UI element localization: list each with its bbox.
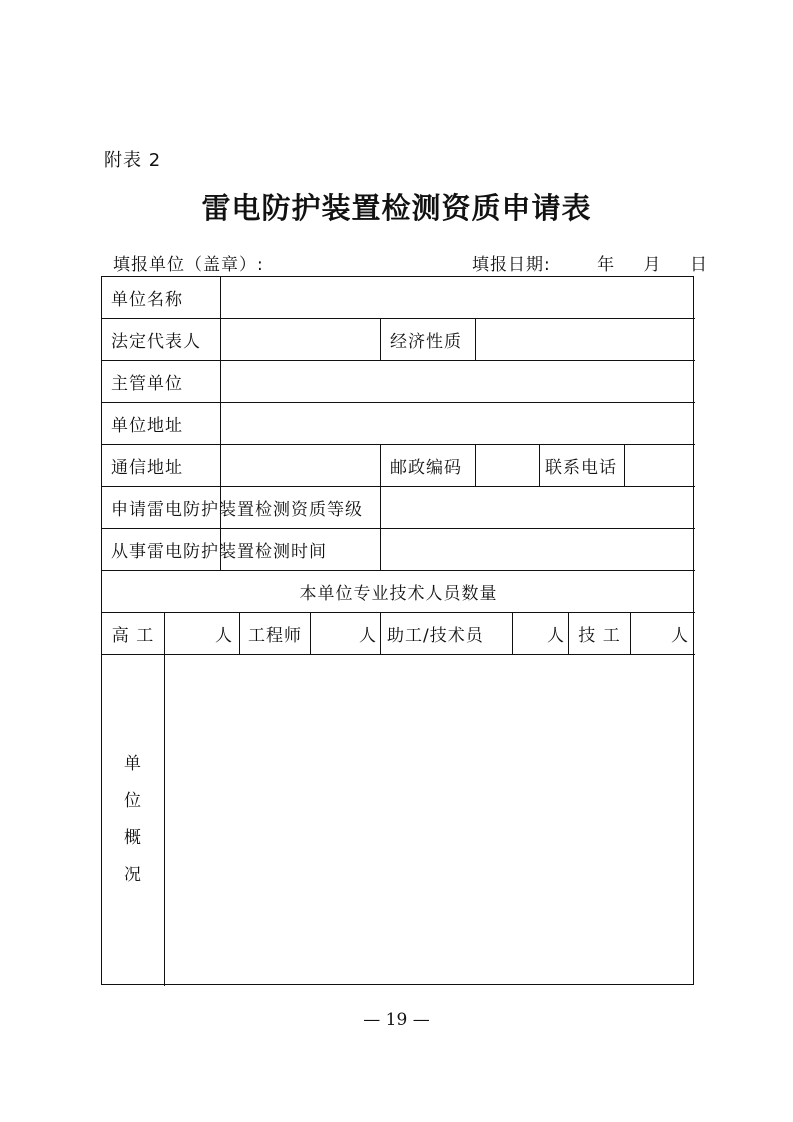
economic-nature-field[interactable] (476, 319, 695, 360)
senior-engineer-label: 高 工 (111, 626, 155, 646)
postcode-label: 邮政编码 (390, 458, 462, 478)
person-unit: 人 (215, 626, 233, 646)
qualification-grade-label: 申请雷电防护装置检测资质等级 (111, 500, 363, 520)
qualification-grade-field[interactable] (381, 487, 695, 528)
phone-field[interactable] (625, 445, 695, 486)
mailing-address-field[interactable] (221, 445, 380, 486)
senior-engineer-count-field[interactable] (165, 613, 239, 654)
staff-count-header: 本单位专业技术人员数量 (299, 584, 498, 604)
technician-count-field[interactable] (631, 613, 695, 654)
engineer-label: 工程师 (248, 626, 302, 646)
economic-nature-label: 经济性质 (390, 332, 462, 352)
filling-date-label: 填报日期: (472, 255, 551, 275)
supervisor-unit-field[interactable] (221, 361, 695, 402)
person-unit: 人 (547, 626, 565, 646)
overview-char: 概 (124, 828, 142, 848)
filling-unit-label: 填报单位（盖章）: (113, 255, 264, 275)
form-title: 雷电防护装置检测资质申请表 (201, 191, 592, 225)
application-form-table (101, 276, 694, 985)
postcode-field[interactable] (476, 445, 539, 486)
month-label: 月 (643, 255, 662, 275)
page-number: — 19 — (363, 1010, 430, 1030)
engineer-count-field[interactable] (311, 613, 380, 654)
overview-char: 单 (124, 754, 142, 774)
legal-representative-label: 法定代表人 (111, 332, 201, 352)
supervisor-unit-label: 主管单位 (111, 374, 183, 394)
day-label: 日 (689, 255, 708, 275)
mailing-address-label: 通信地址 (111, 458, 183, 478)
person-unit: 人 (671, 626, 689, 646)
unit-overview-field[interactable] (165, 655, 695, 985)
person-unit: 人 (359, 626, 377, 646)
annex-label: 附表 2 (104, 150, 162, 171)
overview-char: 位 (124, 791, 142, 811)
assistant-technician-label: 助工/技术员 (387, 626, 484, 646)
year-label: 年 (597, 255, 616, 275)
phone-label: 联系电话 (545, 458, 617, 478)
unit-address-field[interactable] (221, 403, 695, 444)
legal-representative-field[interactable] (221, 319, 380, 360)
unit-address-label: 单位地址 (111, 416, 183, 436)
filling-date (472, 250, 708, 275)
unit-name-field[interactable] (221, 277, 695, 318)
testing-duration-label: 从事雷电防护装置检测时间 (111, 542, 327, 562)
technician-label: 技 工 (578, 626, 621, 646)
unit-name-label: 单位名称 (111, 290, 183, 310)
assistant-technician-count-field[interactable] (513, 613, 568, 654)
testing-duration-field[interactable] (381, 529, 695, 570)
overview-char: 况 (124, 865, 142, 885)
unit-overview-label (102, 655, 164, 985)
